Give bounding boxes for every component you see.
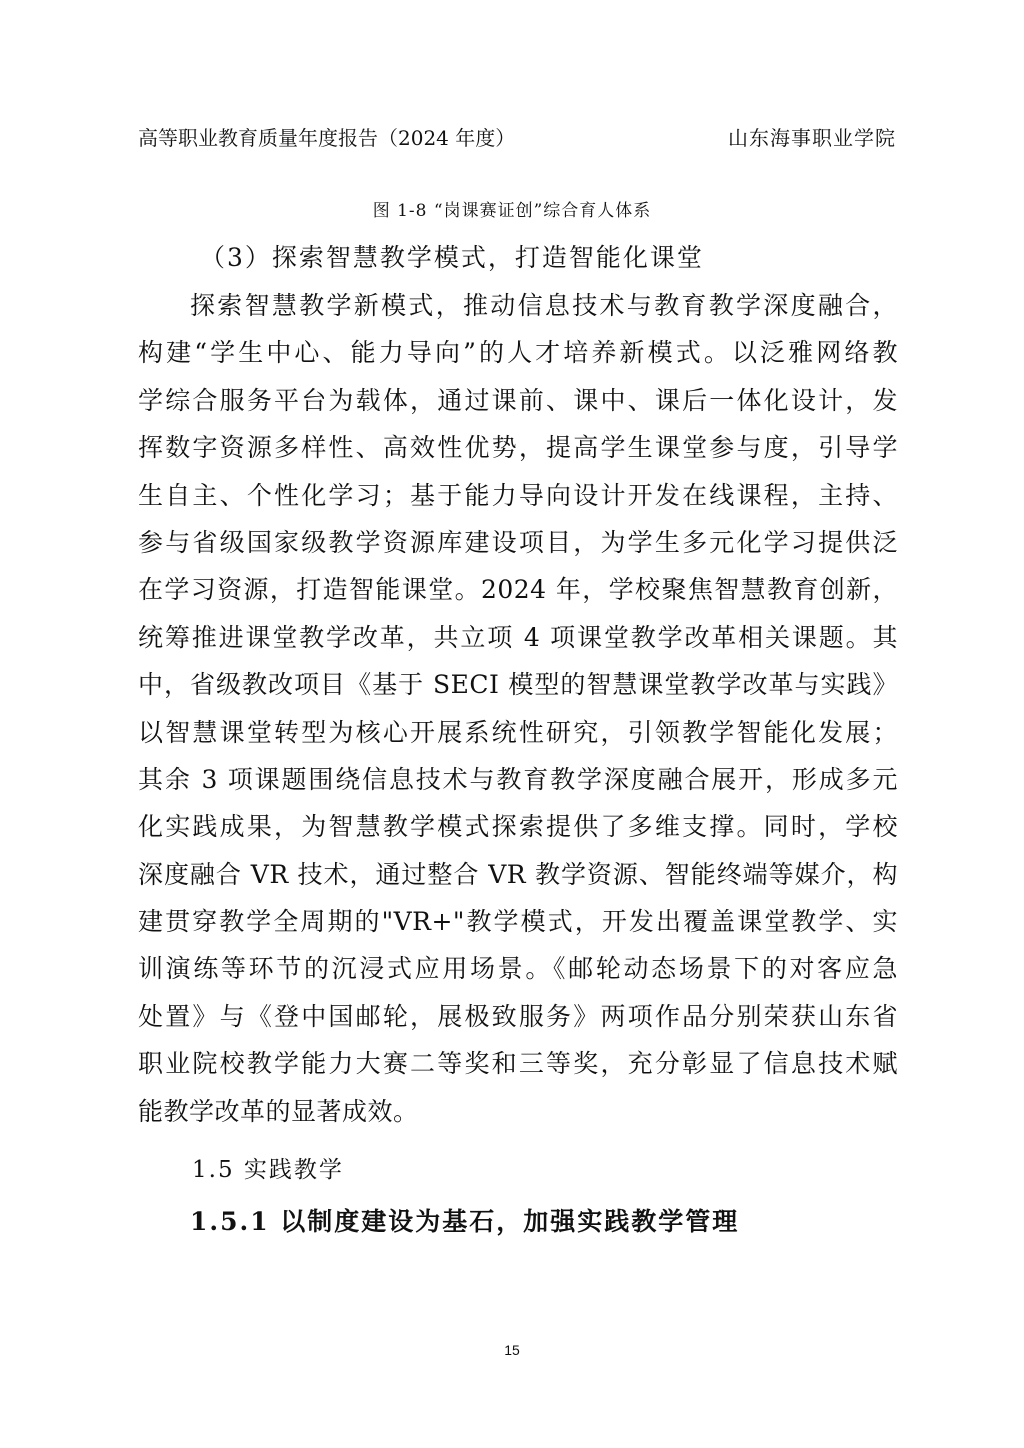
paragraph-line: 在学习资源，打造智能课堂。2024 年，学校聚焦智慧教育创新，: [138, 575, 898, 605]
paragraph-line: 化实践成果，为智慧教学模式探索提供了多维支撑。同时，学校: [138, 812, 898, 842]
paragraph-line: 统筹推进课堂教学改革，共立项 4 项课堂教学改革相关课题。其: [138, 622, 898, 652]
paragraph-line: 能教学改革的显著成效。: [138, 1096, 419, 1126]
paragraph-line: 构建“学生中心、能力导向”的人才培养新模式。以泛雅网络教: [138, 338, 898, 368]
subsection-heading: 1.5.1 以制度建设为基石，加强实践教学管理: [190, 1207, 740, 1236]
paragraph-line: 中，省级教改项目《基于 SECI 模型的智慧课堂教学改革与实践》: [138, 670, 898, 700]
page-number: 15: [504, 1342, 520, 1358]
header-school-name: 山东海事职业学院: [728, 126, 896, 150]
paragraph-line: 参与省级国家级教学资源库建设项目，为学生多元化学习提供泛: [138, 527, 898, 557]
section-heading: 1.5 实践教学: [192, 1157, 344, 1183]
paragraph-line: 训演练等环节的沉浸式应用场景。《邮轮动态场景下的对客应急: [138, 954, 898, 984]
paragraph-line: 深度融合 VR 技术，通过整合 VR 教学资源、智能终端等媒介，构: [138, 859, 898, 889]
paragraph-line: 挥数字资源多样性、高效性优势，提高学生课堂参与度，引导学: [138, 433, 898, 463]
body-paragraph: [138, 286, 898, 1132]
page-header: [138, 122, 896, 154]
paragraph-line: 探索智慧教学新模式，推动信息技术与教育教学深度融合，: [190, 291, 898, 320]
paragraph-line: 学综合服务平台为载体，通过课前、课中、课后一体化设计，发: [138, 385, 898, 415]
header-report-title: 高等职业教育质量年度报告（2024 年度）: [138, 126, 516, 150]
paragraph-line: 生自主、个性化学习；基于能力导向设计开发在线课程，主持、: [138, 480, 898, 510]
paragraph-line: 建贯穿教学全周期的"VR+"教学模式，开发出覆盖课堂教学、实: [138, 907, 898, 937]
paragraph-line: 以智慧课堂转型为核心开展系统性研究，引领教学智能化发展；: [138, 717, 898, 747]
paragraph-line: 职业院校教学能力大赛二等奖和三等奖，充分彰显了信息技术赋: [138, 1049, 898, 1079]
paragraph-line: 处置》与《登中国邮轮，展极致服务》两项作品分别荣获山东省: [138, 1001, 898, 1031]
subheading: （3）探索智慧教学模式，打造智能化课堂: [200, 243, 704, 272]
paragraph-line: 其余 3 项课题围绕信息技术与教育教学深度融合展开，形成多元: [138, 764, 898, 794]
figure-caption: 图 1-8 “岗课赛证创”综合育人体系: [372, 201, 652, 221]
